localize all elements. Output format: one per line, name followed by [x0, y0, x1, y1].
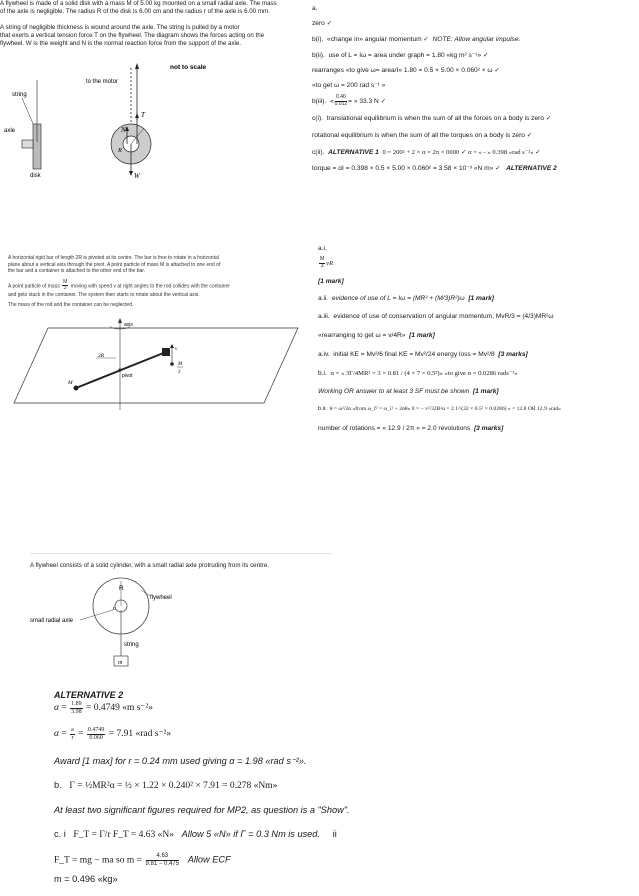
pivot-point [119, 369, 122, 372]
ms2-bi: b.i. α = « 3Γ/4MR² = 3 × 0.81 / (4 × 7 × 0.5²)» «to give α = 0.0286 rads⁻²» [318, 370, 518, 377]
ms1-biii: b(iii). « $\frac{0.40}{0.012}$ = » 33.3 N ✓ [312, 94, 387, 107]
mass-m-particle [74, 386, 79, 391]
ms2-ai-label: a.i. [318, 245, 327, 252]
small-radial-axle-label: small radial axle [30, 618, 74, 624]
v-label: v [175, 346, 178, 352]
axle-r-label: r [113, 606, 115, 612]
flywheel-force-diagram [0, 60, 305, 190]
ms1-bii-rearranges: rearranges «to give ω= area/I» 1.80 = 0.5 × 5.00 × 0.060² × ω ✓ [312, 67, 500, 74]
ms2-mark-1: [1 mark] [318, 278, 344, 285]
ms1-torque: torque = αI = 0.398 × 0.5 × 5.00 × 0.060² = 3.58 × 10⁻³ «N m» ✓ ALTERNATIVE 2 [312, 165, 557, 172]
r-label: R [118, 147, 122, 154]
ms3-line1: α = $\frac{1.89}{3.98}$ = 0.4749 «m s⁻²» [54, 701, 154, 715]
markscheme-1 [312, 4, 639, 173]
radius-r-label: R [119, 585, 124, 592]
to-motor-label: to the motor [86, 79, 119, 85]
q2-p3: the bar and a container is attached to the other end of the bar. [8, 268, 146, 274]
ms3-line2: α = $\frac{a}{r}$ = $\frac{0.4749}{0.060}$ = 7.91 «rad s⁻²» [54, 727, 172, 741]
ms1-ci-rot: rotational equilibrium is when the sum of all the torques on a body is zero ✓ [312, 132, 533, 139]
horizontal-plane [14, 328, 298, 403]
ms3-alt2: ALTERNATIVE 2 [54, 690, 124, 700]
ms1-zero: zero ✓ [312, 20, 333, 27]
q3-p1: A flywheel consists of a solid cylinder, with a small radial axle protruding from its centre. [30, 562, 270, 569]
ms1-bii-get: «to get ω = 200 rad s⁻¹ » [312, 82, 386, 89]
question-1-text [0, 0, 305, 48]
ms1-ci: c(i). translational equilibrium is when the sum of all the forces on a body is zero ✓ [312, 115, 552, 122]
string-label: string [12, 92, 27, 98]
q2-p2: plane about a vertical axis through the pivot. A point particle of mass M is attached to one end of [8, 261, 221, 268]
ms3-ft: F_T = mg − ma so m = $\frac{4.63}{9.81 - 0.475}$ Allow ECF [54, 853, 231, 867]
ms2-working: Working OR answer to at least 3 SF must be shown [1 mark] [318, 388, 499, 395]
ms2-bii: b.ii. θ = ω²/2α «from ω_f² = ω_i² + 2αθ» 0 = − v²/32R²α = 2.1²/(32 × 0.5² × 0.0286) » = 12.8 OR 12.9 «rad» [318, 406, 561, 412]
flywheel-label: flywheel [150, 595, 172, 601]
axle-label: axle [4, 128, 16, 134]
not-to-scale-label: not to scale [170, 64, 207, 71]
ms3-c: c. i F_T = Γ/r F_T = 4.63 «N» Allow 5 «N» if Γ = 0.3 Nm is used. ii [54, 829, 337, 840]
n-label: N [121, 126, 126, 134]
ms1-bii: b(ii). use of L = Iω = area under graph = 1.80 «kg m² s⁻¹» ✓ [312, 52, 489, 59]
two-r-label: 2R [98, 353, 105, 359]
mass-m-label: m [118, 660, 123, 666]
ms2-aiv: a.iv. initial KE = Mv²/6 final KE = Mv²/24 energy loss = Mv²/8 [3 marks] [318, 351, 528, 358]
m3-num: M [178, 362, 183, 367]
axle-side-view [22, 140, 33, 148]
string-label: string [124, 642, 139, 648]
ms1-bi: b(i). «change in» angular momentum ✓ NOTE: Allow angular impulse. [312, 36, 521, 43]
ms1-a-label: a. [312, 5, 318, 12]
pivot-label: pivot [122, 373, 133, 379]
disk-label: disk [30, 173, 41, 179]
ms3-award: Award [1 max] for r = 0.24 mm used giving α = 1.98 «rad s⁻²». [54, 756, 307, 766]
q2-p5: and gets stuck in the container. The system then starts to rotate about the vertical axis. [8, 291, 200, 298]
ms2-ai-answer: $\frac{M}{3}$ vR [320, 256, 334, 269]
ms1-cii: c(ii). ALTERNATIVE 1 0 = 200² + 2 × α × 2π × 0000 ✓ α = « - » 0.398 «rad s⁻²» ✓ [312, 149, 541, 156]
w-label: W [134, 172, 140, 180]
ms3-b: b. Γ = ½MR²α = ½ × 1.22 × 0.240² × 7.91 = 0.278 «Nm» [54, 780, 278, 791]
ms2-aiii: a.iii. evidence of use of conservation of angular momentum, MvR/3 = (4/3)MR²ω [318, 313, 554, 320]
rotating-bar-diagram [6, 318, 306, 413]
q1-p1: A flywheel is made of a solid disk with a mass M of 5.00 kg mounted on a small radial axle. The mass [0, 0, 277, 7]
q2-p4: A point particle of mass $\frac{M}{3}$ moving with speed v at right angles to the rod collides with the container [8, 278, 230, 291]
ms3-m-answer: m = 0.496 «kg» [54, 874, 118, 884]
q1-p5: flywheel. W is the weight and N is the normal reaction force from the support of the axle. [0, 40, 242, 47]
markscheme-3 [54, 690, 614, 885]
q1-p3: A string of negligible thickness is wound around the axle. The string is pulled by a motor [0, 24, 240, 31]
t-label: T [141, 111, 145, 119]
ms2-rotations: number of rotations = « 12.9 / 2π » = 2.0 revolutions [3 marks] [318, 425, 504, 432]
container [162, 348, 170, 356]
m3-den: 3 [178, 370, 181, 375]
question-2-text [8, 255, 308, 309]
incoming-particle [170, 362, 174, 366]
markscheme-2 [318, 244, 639, 433]
flywheel-string-diagram [30, 574, 210, 674]
motor-arrowhead [135, 63, 139, 69]
q1-p2: of the axle is negligible. The radius R of the disk is 6.00 cm and the radius r of the axle is 6.00 mm. [0, 8, 270, 15]
q2-p1: A horizontal rigid bar of length 2R is pivoted at its centre. The bar is free to rotate in a horizontal [8, 255, 219, 261]
ms2-rearranging: «rearranging to get ω = v/4R» [1 mark] [318, 332, 435, 339]
q2-p6: The mass of the rod and the container can be neglected. [8, 302, 134, 308]
section-divider [30, 553, 332, 554]
ms2-aii: a.ii. evidence of use of L = Iω = (MR² + (M/3)R²)ω [1 mark] [318, 295, 494, 302]
ms3-sig-figs: At least two significant figures required for MP2, as question is a "Show". [54, 805, 350, 815]
q1-p4: that exerts a vertical tension force T on the flywheel. The diagram shows the forces acting on the [0, 32, 265, 39]
axis-label: axis [124, 322, 133, 328]
m-mass-label: M [68, 380, 73, 386]
